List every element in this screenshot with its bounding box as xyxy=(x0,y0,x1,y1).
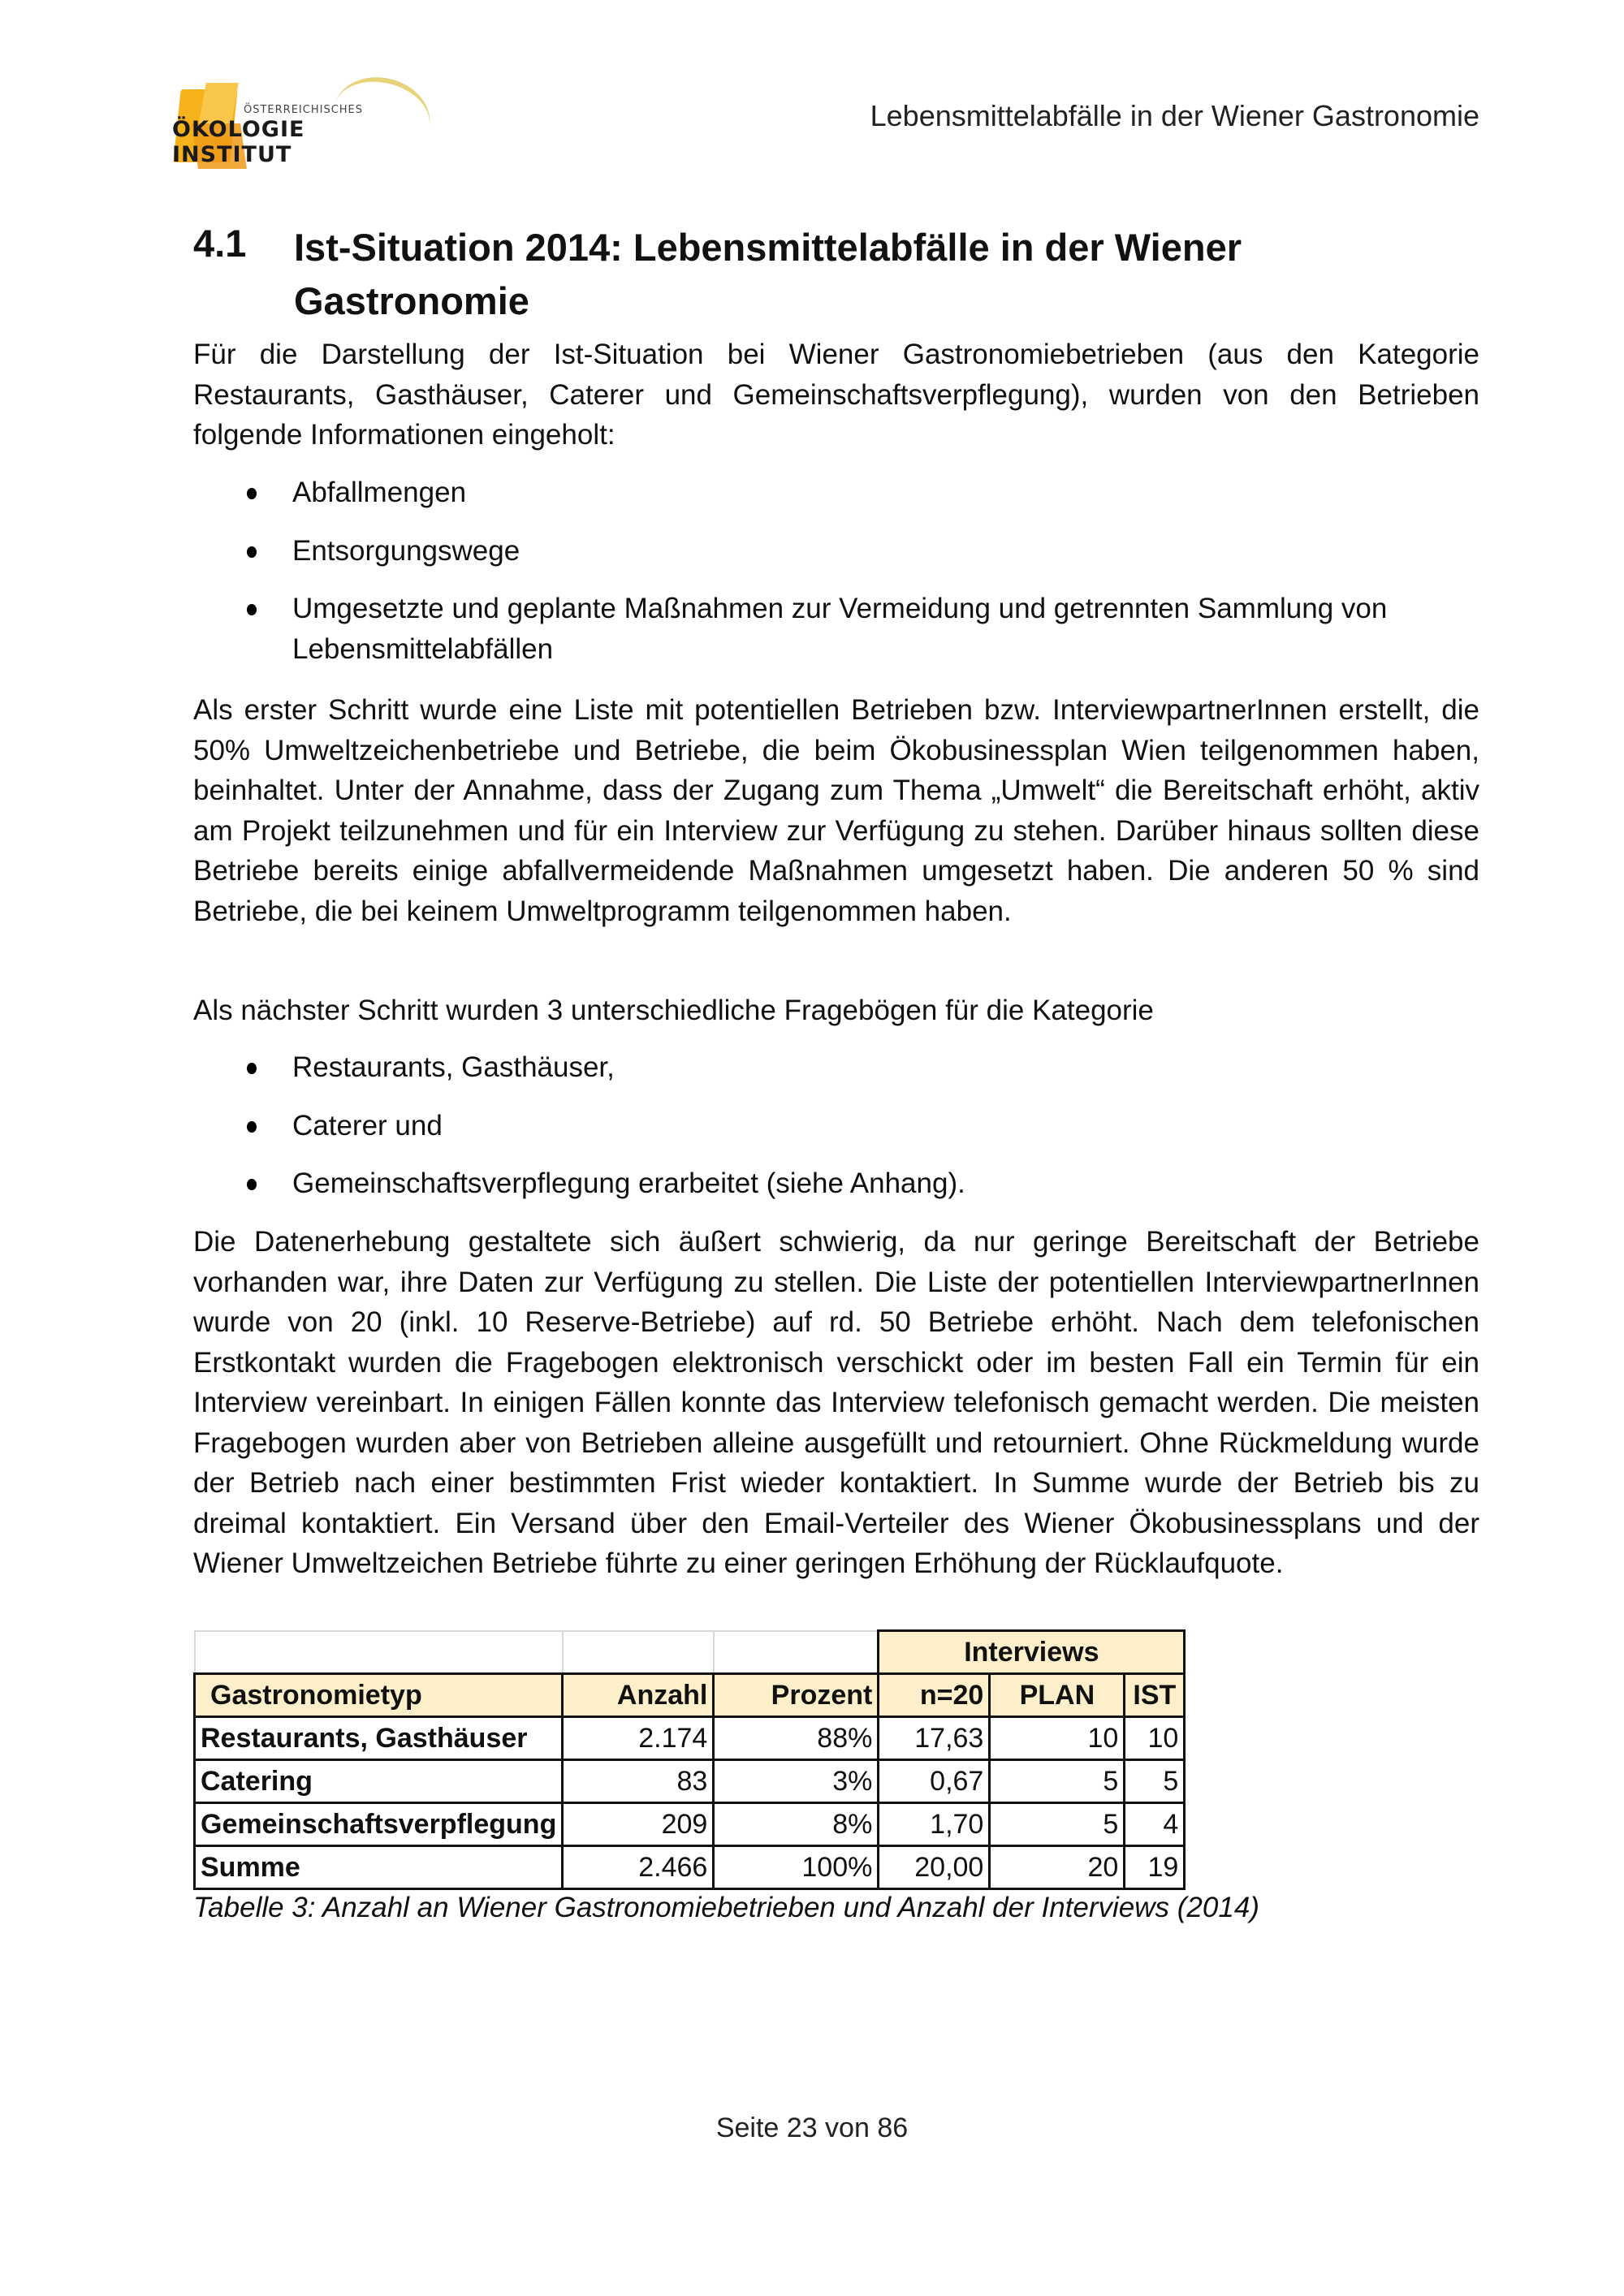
cell-plan: 5 xyxy=(990,1803,1125,1846)
data-collection-paragraph: Die Datenerhebung gestaltete sich äußert schwierig, da nur geringe Bereitschaft der Betriebe vorhanden war, ihre Daten zur Verfügung zu stellen. Die Liste der potentiellen InterviewpartnerInnen wurde von 20 (inkl. 10 Reserve-Betriebe) auf rd. 50 Betriebe erhöht. Nach dem telefonischen Erstkontakt wurden die Fragebogen elektronisch verschickt oder im besten Fall ein Termin für ein Interview vereinbart. In einigen Fällen konnte das Interview telefonisch gemacht werden. Die meisten Fragebogen wurden aber von Betrieben alleine ausgefüllt und retourniert. Ohne Rückmeldung wurde der Betrieb nach einer bestimmten Frist wieder kontaktiert. In Summe wurde der Betrieb bis zu dreimal kontaktiert. Ein Versand über den Email-Verteiler des Wiener Ökobusinessplans und der Wiener Umweltzeichen Betriebe führte zu einer geringen Erhöhung der Rücklaufquote. xyxy=(193,1226,1479,1579)
column-header: Anzahl xyxy=(563,1674,714,1717)
cell-plan: 10 xyxy=(990,1717,1125,1760)
table-header-row xyxy=(195,1674,1185,1717)
section-title: Ist-Situation 2014: Lebensmittelabfälle in der Wiener Gastronomie xyxy=(294,226,1242,322)
cell-ist: 4 xyxy=(1125,1803,1185,1846)
list-item xyxy=(193,531,1479,572)
cell-ist: 19 xyxy=(1125,1846,1185,1889)
table-cell-empty xyxy=(714,1631,879,1674)
cell-prozent: 8% xyxy=(714,1803,879,1846)
logo-text-main: ÖKOLOGIE INSTITUT xyxy=(172,117,305,167)
page-number: Seite 23 von 86 xyxy=(715,2113,909,2143)
cell-anzahl: 2.466 xyxy=(563,1846,714,1889)
cell-anzahl: 2.174 xyxy=(563,1717,714,1760)
cell-prozent: 88% xyxy=(714,1717,879,1760)
cell-anzahl: 209 xyxy=(563,1803,714,1846)
cell-n20: 20,00 xyxy=(879,1846,990,1889)
interviews-group-header: Interviews xyxy=(879,1631,1185,1674)
list-item-text: Entsorgungswege xyxy=(292,534,520,567)
table-group-header-row xyxy=(195,1631,1185,1674)
column-header: Prozent xyxy=(714,1674,879,1717)
category-bullet-list xyxy=(193,1047,1479,1204)
step1-paragraph: Als erster Schritt wurde eine Liste mit potentiellen Betrieben bzw. InterviewpartnerInnen erstellt, die 50% Umweltzeichenbetriebe und Betriebe, die beim Ökobusinessplan Wien teilgenommen haben, beinhaltet. Unter der Annahme, dass der Zugang zum Thema „Umwelt“ die Bereitschaft erhöht, aktiv am Projekt teilzunehmen und für ein Interview zur Verfügung zu stehen. Darüber hinaus sollten diese Betriebe bereits einige abfallvermeidende Maßnahmen umgesetzt haben. Die anderen 50 % sind Betriebe, die bei keinem Umweltprogramm teilgenommen haben. xyxy=(193,694,1479,927)
list-item xyxy=(193,1106,1479,1146)
list-item-text: Gemeinschaftsverpflegung erarbeitet (siehe Anhang). xyxy=(292,1167,965,1199)
row-label: Gemeinschaftsverpflegung xyxy=(195,1803,563,1846)
list-item-text: Umgesetzte und geplante Maßnahmen zur Vermeidung und getrennten Sammlung von Lebensmittelabfällen xyxy=(292,593,1388,665)
row-label: Catering xyxy=(195,1760,563,1803)
bullet-icon xyxy=(247,1063,257,1074)
cell-n20: 17,63 xyxy=(879,1717,990,1760)
list-item-text: Caterer und xyxy=(292,1109,443,1142)
column-header: PLAN xyxy=(990,1674,1125,1717)
table-caption: Tabelle 3: Anzahl an Wiener Gastronomiebetrieben und Anzahl der Interviews (2014) xyxy=(193,1892,1259,1923)
section-number: 4.1 xyxy=(193,222,247,265)
running-header-title: Lebensmittelabfälle in der Wiener Gastronomie xyxy=(870,99,1479,132)
row-label: Summe xyxy=(195,1846,563,1889)
list-item-text: Restaurants, Gasthäuser, xyxy=(292,1051,615,1083)
info-bullet-list xyxy=(193,473,1479,669)
table-row xyxy=(195,1760,1185,1803)
bullet-icon xyxy=(247,604,257,615)
list-item-text: Abfallmengen xyxy=(292,477,467,508)
list-item xyxy=(193,589,1479,669)
list-item xyxy=(193,473,1479,513)
logo-text-small: ÖSTERREICHISCHES xyxy=(244,104,364,116)
cell-n20: 1,70 xyxy=(879,1803,990,1846)
bullet-icon xyxy=(247,546,257,558)
table-row-total xyxy=(195,1846,1185,1889)
cell-prozent: 100% xyxy=(714,1846,879,1889)
column-header: n=20 xyxy=(879,1674,990,1717)
cell-ist: 10 xyxy=(1125,1717,1185,1760)
step2-paragraph: Als nächster Schritt wurden 3 unterschiedliche Fragebögen für die Kategorie xyxy=(193,995,1154,1026)
column-header: IST xyxy=(1125,1674,1185,1717)
cell-prozent: 3% xyxy=(714,1760,879,1803)
bullet-icon xyxy=(247,488,257,499)
cell-plan: 20 xyxy=(990,1846,1125,1889)
table-cell-empty xyxy=(563,1631,714,1674)
cell-plan: 5 xyxy=(990,1760,1125,1803)
cell-ist: 5 xyxy=(1125,1760,1185,1803)
table-row xyxy=(195,1717,1185,1760)
organization-logo xyxy=(162,75,414,172)
bullet-icon xyxy=(247,1179,257,1190)
list-item xyxy=(193,1047,1479,1088)
row-label: Restaurants, Gasthäuser xyxy=(195,1717,563,1760)
column-header: Gastronomietyp xyxy=(195,1674,563,1717)
gastronomy-interviews-table xyxy=(193,1629,1186,1890)
bullet-icon xyxy=(247,1121,257,1133)
cell-n20: 0,67 xyxy=(879,1760,990,1803)
cell-anzahl: 83 xyxy=(563,1760,714,1803)
intro-paragraph: Für die Darstellung der Ist-Situation bei Wiener Gastronomiebetrieben (aus den Kategorie Restaurants, Gasthäuser, Caterer und Gemeinschaftsverpflegung), wurden von den Betrieben folgende Informationen eingeholt: xyxy=(193,339,1479,451)
list-item xyxy=(193,1163,1479,1204)
table-cell-empty xyxy=(195,1631,563,1674)
table-row xyxy=(195,1803,1185,1846)
